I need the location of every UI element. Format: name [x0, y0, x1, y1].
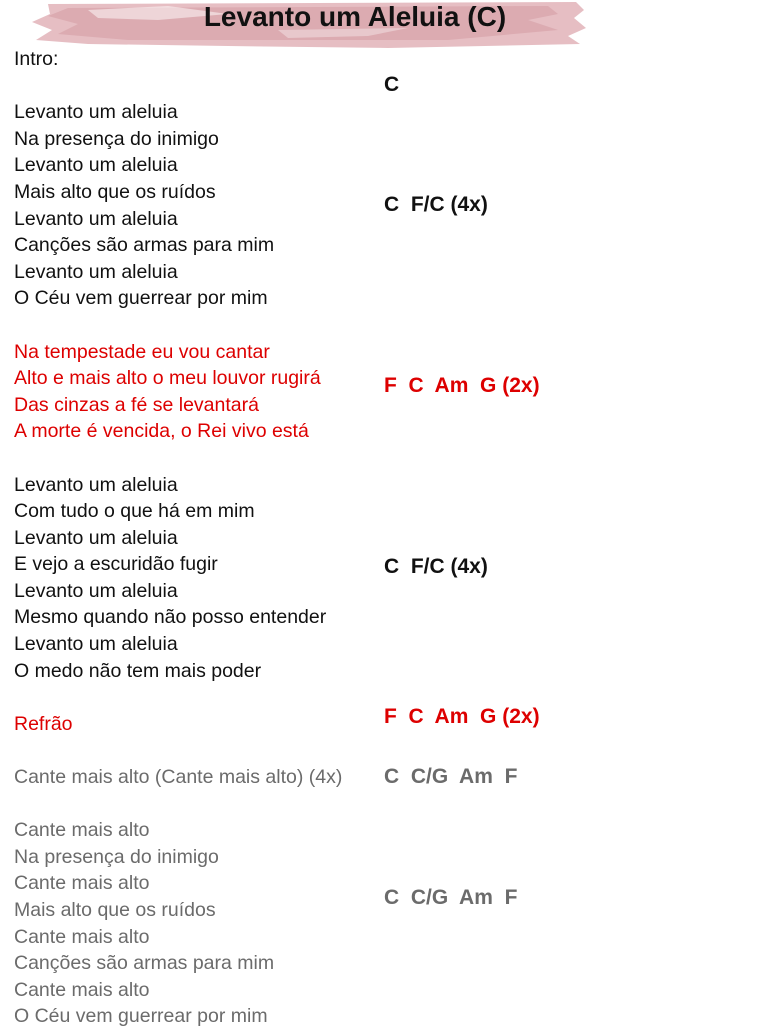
lyric-line: Na tempestade eu vou cantar: [14, 340, 270, 363]
lyric-line: Cante mais alto: [14, 925, 150, 948]
lyric-line: Na presença do inimigo: [14, 127, 219, 150]
lyric-line: Mesmo quando não posso entender: [14, 606, 327, 629]
song-title: Levanto um Aleluia (C): [203, 1, 507, 32]
lyric-line: Levanto um aleluia: [14, 526, 178, 549]
outro: [14, 817, 342, 1030]
lyric-line: Levanto um aleluia: [14, 207, 178, 230]
lyric-line: Levanto um aleluia: [14, 579, 178, 602]
lyric-line: O medo não tem mais poder: [14, 659, 262, 682]
chorus-chords: F C Am G (2x): [384, 374, 540, 397]
bridge-chords: C C/G Am F: [384, 765, 518, 788]
lyric-line: Levanto um aleluia: [14, 473, 178, 496]
lyric-line: Levanto um aleluia: [14, 260, 178, 283]
lyric-line: Cante mais alto: [14, 978, 150, 1001]
lyric-line: O Céu vem guerrear por mim: [14, 1005, 268, 1028]
bridge-label: Cante mais alto (Cante mais alto) (4x): [14, 766, 343, 789]
lyric-line: Levanto um aleluia: [14, 154, 178, 177]
lyric-line: Mais alto que os ruídos: [14, 899, 216, 921]
refrain-chords: F C Am G (2x): [384, 705, 540, 728]
lyrics-column: [14, 46, 342, 1030]
lyric-line: Mais alto que os ruídos: [14, 180, 216, 203]
lyric-line: E vejo a escuridão fugir: [14, 553, 218, 576]
lyric-line: Com tudo o que há em mim: [14, 500, 255, 523]
lyric-line: Na presença do inimigo: [14, 845, 219, 868]
outro-chords: C C/G Am F: [384, 886, 518, 909]
chorus: [14, 339, 342, 445]
refrain-label: Refrão: [14, 712, 73, 735]
lyric-line: Cante mais alto: [14, 872, 150, 895]
lyric-line: Canções são armas para mim: [14, 952, 275, 975]
verse-1: [14, 99, 342, 312]
lyric-line: Das cinzas a fé se levantará: [14, 393, 259, 416]
verse-2-chords: C F/C (4x): [384, 555, 488, 578]
lyric-line: Cante mais alto: [14, 819, 150, 842]
intro-chords: C: [384, 73, 400, 96]
lyric-line: Alto e mais alto o meu louvor rugirá: [14, 367, 321, 390]
lyric-line: Canções são armas para mim: [14, 234, 275, 257]
lyric-line: A morte é vencida, o Rei vivo está: [14, 420, 309, 443]
verse-1-chords: C F/C (4x): [384, 193, 488, 216]
verse-2: [14, 472, 342, 685]
intro-label: Intro:: [14, 48, 59, 70]
lyric-line: Levanto um aleluia: [14, 101, 178, 124]
lyric-line: Levanto um aleluia: [14, 633, 178, 656]
lyric-line: O Céu vem guerrear por mim: [14, 287, 268, 310]
